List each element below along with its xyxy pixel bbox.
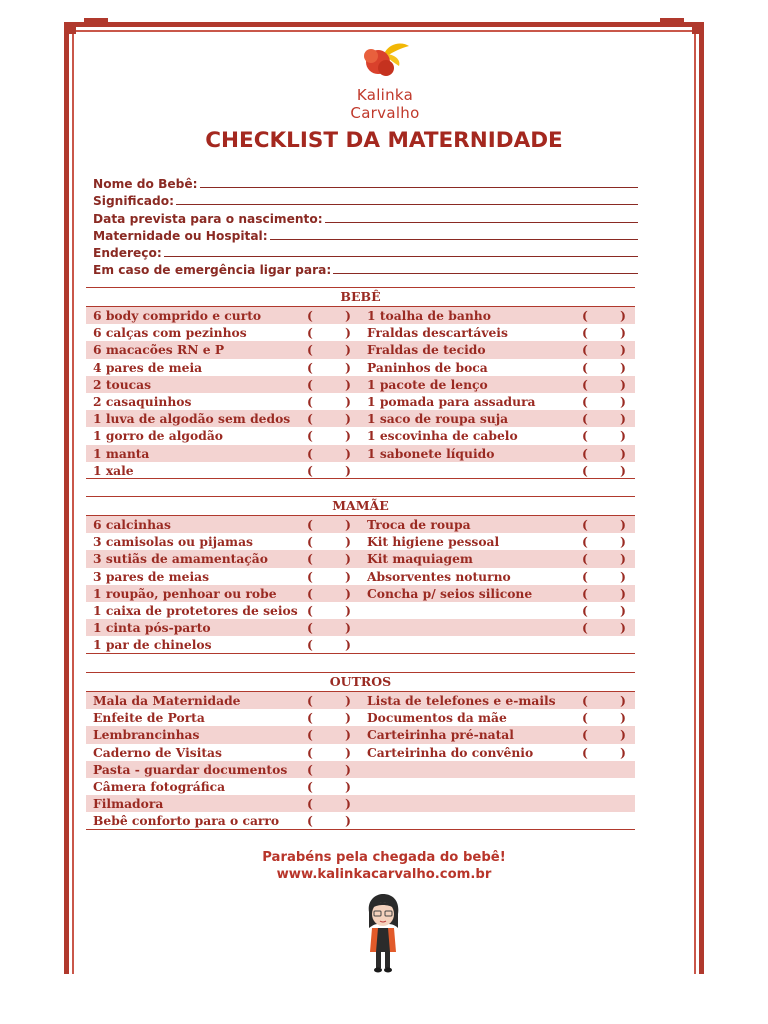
checklist-row	[86, 602, 635, 619]
item-checkbox[interactable]: ( )	[307, 445, 351, 461]
item-label: Lista de telefones e e-mails	[367, 693, 556, 708]
checklist-row	[86, 307, 635, 324]
checklist-row	[86, 709, 635, 726]
item-checkbox[interactable]: ( )	[307, 813, 351, 829]
item-checkbox[interactable]: ( )	[582, 568, 626, 584]
frame-notch-left	[84, 18, 108, 23]
item-label: Concha p/ seios silicone	[367, 585, 533, 601]
item-label: Câmera fotográfica	[93, 778, 226, 794]
item-checkbox[interactable]: ( )	[307, 761, 351, 777]
item-label: 1 sabonete líquido	[367, 445, 495, 461]
item-checkbox[interactable]: ( )	[307, 551, 351, 567]
item-checkbox[interactable]: ( )	[582, 445, 626, 461]
item-checkbox[interactable]: ( )	[582, 534, 626, 550]
section-heading: BEBÊ	[86, 287, 635, 307]
checklist-row	[86, 376, 635, 393]
mascot-illustration	[360, 894, 406, 974]
item-checkbox[interactable]: ( )	[582, 325, 626, 341]
brand-name: Kalinka Carvalho	[350, 86, 420, 122]
checklist-row	[86, 445, 635, 462]
item-label: 1 manta	[93, 445, 150, 461]
item-checkbox[interactable]: ( )	[582, 602, 626, 618]
checklist-row	[86, 550, 635, 567]
item-checkbox[interactable]: ( )	[307, 727, 351, 743]
item-checkbox[interactable]: ( )	[307, 393, 351, 409]
section-bebe	[86, 287, 635, 479]
item-label: 3 camisolas ou pijamas	[93, 534, 253, 550]
item-label: 1 xale	[93, 462, 134, 478]
checklist-row	[86, 359, 635, 376]
field-address[interactable]: Endereço:	[93, 243, 638, 260]
item-label: Enfeite de Porta	[93, 710, 205, 726]
checklist-row	[86, 692, 635, 709]
item-label: Bebê conforto para o carro	[93, 813, 280, 829]
frame-corner-right	[692, 22, 704, 34]
item-label: Absorventes noturno	[367, 568, 511, 584]
item-label: Documentos da mãe	[367, 710, 507, 726]
item-checkbox[interactable]: ( )	[307, 602, 351, 618]
item-label: 1 cinta pós-parto	[93, 620, 211, 636]
item-label: 1 luva de algodão sem dedos	[93, 411, 291, 427]
item-checkbox[interactable]: ( )	[307, 568, 351, 584]
item-label: 4 pares de meia	[93, 359, 203, 375]
item-label: 6 macacões RN e P	[93, 342, 225, 358]
item-label: Paninhos de boca	[367, 359, 488, 375]
item-label: Carteirinha pré-natal	[367, 727, 514, 743]
checklist-row	[86, 533, 635, 550]
section-heading: MAMÃE	[86, 496, 635, 516]
item-checkbox[interactable]: ( )	[582, 308, 626, 323]
field-baby-name[interactable]: Nome do Bebê:	[93, 174, 638, 191]
item-checkbox[interactable]: ( )	[307, 462, 351, 478]
item-checkbox[interactable]: ( )	[307, 710, 351, 726]
item-label: 2 casaquinhos	[93, 393, 192, 409]
item-checkbox[interactable]: ( )	[307, 325, 351, 341]
item-label: 6 calças com pezinhos	[93, 325, 247, 341]
item-label: 6 calcinhas	[93, 517, 171, 532]
website-link[interactable]: www.kalinkacarvalho.com.br	[276, 867, 492, 882]
item-label: 1 saco de roupa suja	[367, 411, 509, 427]
item-checkbox[interactable]: ( )	[307, 342, 351, 358]
item-label: 3 pares de meias	[93, 568, 210, 584]
checklist-row	[86, 393, 635, 410]
item-label: 6 body comprido e curto	[93, 308, 262, 323]
item-checkbox[interactable]: ( )	[307, 308, 351, 323]
item-checkbox[interactable]: ( )	[307, 620, 351, 636]
checklist-row	[86, 812, 635, 829]
item-checkbox[interactable]: ( )	[307, 534, 351, 550]
checklist-row	[86, 744, 635, 761]
item-checkbox[interactable]: ( )	[307, 796, 351, 812]
field-hospital[interactable]: Maternidade ou Hospital:	[93, 226, 638, 243]
page-title: CHECKLIST DA MATERNIDADE	[205, 128, 563, 153]
item-checkbox[interactable]: ( )	[307, 411, 351, 427]
item-label: Filmadora	[93, 796, 164, 812]
checklist-row	[86, 568, 635, 585]
item-checkbox[interactable]: ( )	[307, 778, 351, 794]
brand-logo	[320, 40, 450, 122]
item-checkbox[interactable]: ( )	[582, 585, 626, 601]
item-checkbox[interactable]: ( )	[307, 428, 351, 444]
item-label: 1 caixa de protetores de seios	[93, 602, 298, 618]
item-label: 1 pacote de lenço	[367, 376, 488, 392]
item-label: Pasta - guardar documentos	[93, 761, 288, 777]
item-label: 2 toucas	[93, 376, 152, 392]
section-outros	[86, 672, 635, 830]
frame-corner-left	[64, 22, 76, 34]
item-checkbox[interactable]: ( )	[582, 393, 626, 409]
item-label: Troca de roupa	[367, 517, 471, 532]
item-checkbox[interactable]: ( )	[582, 620, 626, 636]
item-label: 1 par de chinelos	[93, 637, 212, 653]
checklist-row	[86, 619, 635, 636]
section-mamae	[86, 496, 635, 654]
item-checkbox[interactable]: ( )	[582, 462, 626, 478]
fruit-icon	[355, 40, 415, 84]
checklist-row	[86, 516, 635, 533]
item-checkbox[interactable]: ( )	[582, 517, 626, 532]
item-label: 1 pomada para assadura	[367, 393, 536, 409]
item-label: 1 toalha de banho	[367, 308, 491, 323]
checklist-row	[86, 636, 635, 653]
item-label: Fraldas de tecido	[367, 342, 486, 358]
field-due-date[interactable]: Data prevista para o nascimento:	[93, 208, 638, 225]
item-label: Caderno de Visitas	[93, 744, 222, 760]
checklist-row	[86, 462, 635, 479]
item-checkbox[interactable]: ( )	[582, 359, 626, 375]
item-label: 1 escovinha de cabelo	[367, 428, 518, 444]
checklist-row	[86, 410, 635, 427]
item-checkbox[interactable]: ( )	[582, 428, 626, 444]
item-label: Carteirinha do convênio	[367, 744, 534, 760]
checklist-row	[86, 778, 635, 795]
item-checkbox[interactable]: ( )	[307, 517, 351, 532]
checklist-row	[86, 795, 635, 812]
frame-notch-right	[660, 18, 684, 23]
item-label: 1 gorro de algodão	[93, 428, 223, 444]
item-checkbox[interactable]: ( )	[307, 359, 351, 375]
item-checkbox[interactable]: ( )	[582, 710, 626, 726]
item-checkbox[interactable]: ( )	[582, 693, 626, 708]
item-checkbox[interactable]: ( )	[582, 411, 626, 427]
congrats-message: Parabéns pela chegada do bebê!	[262, 850, 506, 865]
item-label: 1 roupão, penhoar ou robe	[93, 585, 277, 601]
item-checkbox[interactable]: ( )	[307, 693, 351, 708]
checklist-row	[86, 324, 635, 341]
item-checkbox[interactable]: ( )	[582, 376, 626, 392]
item-checkbox[interactable]: ( )	[582, 744, 626, 760]
item-label: Fraldas descartáveis	[367, 325, 508, 341]
item-checkbox[interactable]: ( )	[582, 727, 626, 743]
item-checkbox[interactable]: ( )	[582, 551, 626, 567]
info-fields	[93, 174, 638, 277]
item-checkbox[interactable]: ( )	[307, 744, 351, 760]
item-label: Kit maquiagem	[367, 551, 473, 567]
section-heading: OUTROS	[86, 672, 635, 692]
item-checkbox[interactable]: ( )	[307, 376, 351, 392]
item-checkbox[interactable]: ( )	[307, 585, 351, 601]
checklist-row	[86, 585, 635, 602]
field-meaning[interactable]: Significado:	[93, 191, 638, 208]
checklist-row	[86, 726, 635, 743]
item-label: Mala da Maternidade	[93, 693, 241, 708]
item-checkbox[interactable]: ( )	[307, 637, 351, 653]
field-emergency-contact[interactable]: Em caso de emergência ligar para:	[93, 260, 638, 277]
item-label: Lembrancinhas	[93, 727, 200, 743]
item-checkbox[interactable]: ( )	[582, 342, 626, 358]
item-label: 3 sutiãs de amamentação	[93, 551, 268, 567]
checklist-row	[86, 761, 635, 778]
checklist-row	[86, 427, 635, 444]
checklist-row	[86, 341, 635, 358]
item-label: Kit higiene pessoal	[367, 534, 500, 550]
